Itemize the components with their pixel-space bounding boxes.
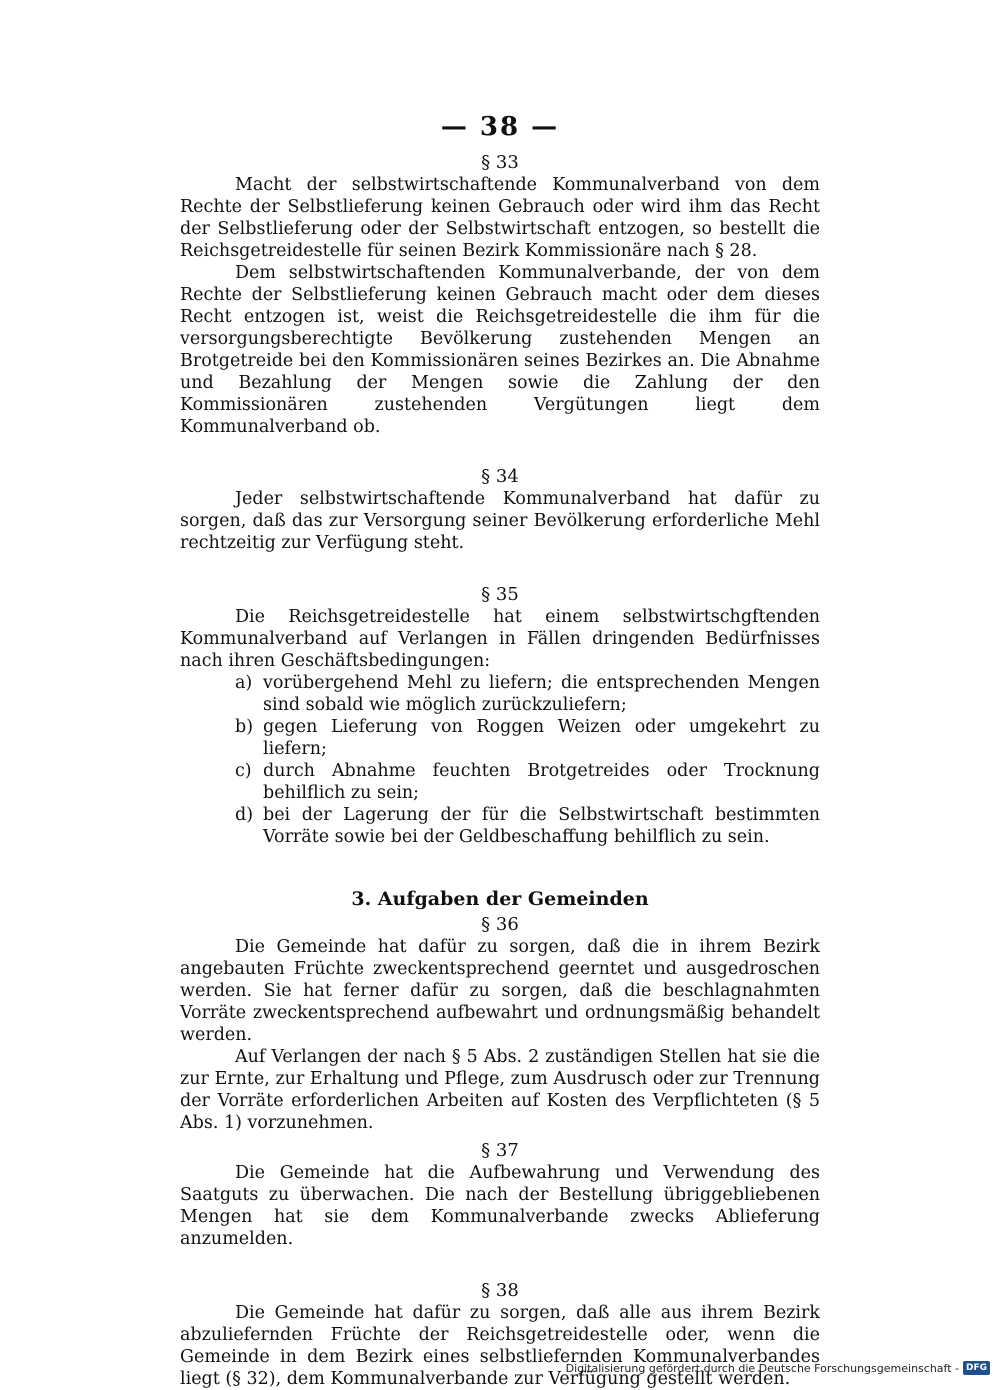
page-body <box>180 152 820 1390</box>
paragraph: Jeder selbstwirtschaftende Kommunalverband hat dafür zu sorgen, daß das zur Versorgung seiner Bevölkerung erforderliche Mehl rechtzeitig zur Verfügung steht. <box>180 489 820 553</box>
paragraph: Auf Verlangen der nach § 5 Abs. 2 zuständigen Stellen hat sie die zur Ernte, zur Erhaltung und Pflege, zum Ausdrusch oder zur Trennung der Vorräte erforderlichen Arbeiten auf Kosten des Verpflichteten (§ 5 Abs. 1) vorzunehmen. <box>180 1047 820 1133</box>
section-heading: § 33 <box>481 152 519 173</box>
list-item-text: durch Abnahme feuchten Brotgetreides oder Trocknung behilflich zu sein; <box>263 761 820 803</box>
digitization-credit <box>566 1361 990 1375</box>
dfg-logo-icon: DFG <box>963 1361 990 1375</box>
paragraph: Die Reichsgetreidestelle hat einem selbstwirtschgftenden Kommunalverband auf Verlangen in Fällen dringenden Bedürfnisses nach ihren Geschäftsbedingungen: <box>180 607 820 671</box>
paragraph: Die Gemeinde hat dafür zu sorgen, daß alle aus ihrem Bezirk abzuliefernden Früchte der Reichsgetreidestelle oder, wenn die Gemeinde in dem Bezirk eines selbstliefernden Kommunalverbandes liegt (§ 32), dem Kommunalverbande zur Verfügung gestellt werden. <box>180 1303 820 1389</box>
list-marker: d) <box>235 805 254 825</box>
section-37 <box>180 1140 820 1250</box>
list-item <box>235 804 820 848</box>
section-35 <box>180 584 820 848</box>
list-marker: b) <box>235 717 254 737</box>
chapter-heading: 3. Aufgaben der Gemeinden <box>351 888 649 910</box>
list-marker: a) <box>235 673 253 693</box>
section-34 <box>180 466 820 554</box>
section-heading: § 35 <box>481 584 519 605</box>
section-heading: § 38 <box>481 1280 519 1301</box>
credit-text: Digitalisierung gefördert durch die Deutsche Forschungsgemeinschaft - <box>565 1361 959 1375</box>
paragraph: Die Gemeinde hat die Aufbewahrung und Verwendung des Saatguts zu überwachen. Die nach der Bestellung übriggebliebenen Mengen hat sie dem Kommunalverbande zwecks Ablieferung anzumelden. <box>180 1163 820 1249</box>
list-item-text: gegen Lieferung von Roggen Weizen oder umgekehrt zu liefern; <box>263 717 820 759</box>
paragraph: Die Gemeinde hat dafür zu sorgen, daß die in ihrem Bezirk angebauten Früchte zweckentsprechend geerntet und ausgedroschen werden. Sie hat ferner dafür zu sorgen, daß die beschlagnahmten Vorräte zweckentsprechend aufbewahrt und ordnungsmäßig behandelt werden. <box>180 937 820 1045</box>
section-33 <box>180 152 820 438</box>
section-heading: § 37 <box>481 1140 519 1161</box>
list-item-text: vorübergehend Mehl zu liefern; die entsprechenden Mengen sind sobald wie möglich zurückzuliefern; <box>263 673 820 715</box>
list-item-text: bei der Lagerung der für die Selbstwirtschaft bestimmten Vorräte sowie bei der Geldbeschaffung behilflich zu sein. <box>263 805 820 847</box>
section-36 <box>180 914 820 1134</box>
list-item <box>235 672 820 716</box>
enumerated-list <box>235 672 820 848</box>
paragraph: Macht der selbstwirtschaftende Kommunalverband von dem Rechte der Selbstlieferung keinen Gebrauch oder wird ihm das Recht der Selbstlieferung oder der Selbstwirtschaft entzogen, so bestellt die Reichsgetreidestelle für seinen Bezirk Kommissionäre nach § 28. <box>180 175 820 261</box>
paragraph: Dem selbstwirtschaftenden Kommunalverbande, der von dem Rechte der Selbstlieferung keinen Gebrauch macht oder dem dieses Recht entzogen ist, weist die Reichsgetreidestelle die ihm für die versorgungsberechtigte Bevölkerung zustehenden Mengen an Brotgetreide bei den Kommissionären seines Bezirkes an. Die Abnahme und Bezahlung der Mengen sowie die Zahlung der den Kommissionären zustehenden Vergütungen liegt dem Kommunalverband ob. <box>180 263 820 437</box>
page-number: — 38 — <box>440 112 560 142</box>
section-heading: § 34 <box>481 466 519 487</box>
section-heading: § 36 <box>481 914 519 935</box>
list-item <box>235 716 820 760</box>
list-marker: c) <box>235 761 252 781</box>
list-item <box>235 760 820 804</box>
